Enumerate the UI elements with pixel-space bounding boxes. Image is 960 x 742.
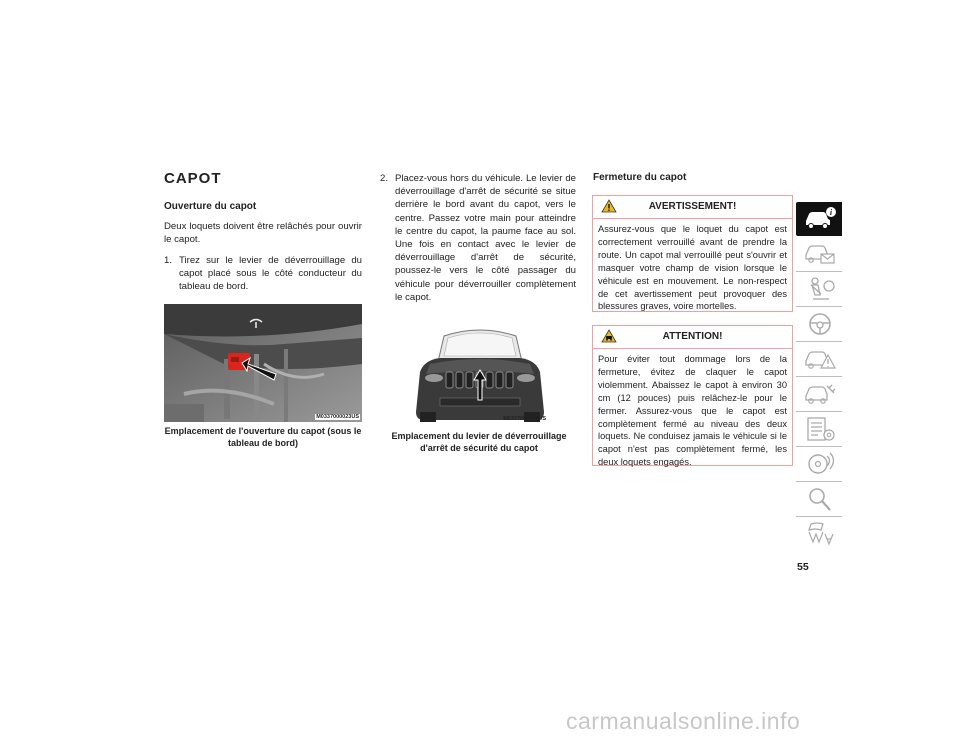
step-1-number: 1. — [164, 255, 173, 266]
car-front-photo — [410, 312, 550, 426]
tab-car-warning[interactable] — [796, 342, 842, 377]
car-message-icon — [803, 240, 837, 268]
figure1-caption: Emplacement de l'ouverture du capot (sous le tableau de bord) — [164, 426, 362, 448]
section-title: CAPOT — [164, 170, 222, 187]
hood-release-image — [164, 304, 362, 422]
step-1-text: Tirez sur le levier de déverrouillage du capot placé sous le côté conducteur du tableau de bord. — [179, 255, 362, 293]
tab-car-service[interactable] — [796, 377, 842, 412]
opening-heading: Ouverture du capot — [164, 201, 257, 212]
step-2 — [380, 172, 576, 304]
tab-index-search[interactable] — [796, 482, 842, 517]
car-front-image — [410, 312, 550, 426]
specifications-icon — [803, 415, 837, 443]
watermark-text: carmanualsonline.info — [566, 708, 801, 734]
car-warning-icon — [803, 345, 837, 373]
figure2-code: M0337000024US — [503, 416, 546, 422]
figure2-caption: Emplacement du levier de déverrouillage d'arrêt de sécurité du capot — [391, 431, 567, 453]
warning-header — [593, 196, 792, 219]
car-service-icon — [803, 380, 837, 408]
hood-release-photo — [164, 304, 362, 422]
steering-wheel-icon — [803, 310, 837, 338]
figure1-code: M0337000023US — [316, 414, 359, 420]
caution-text: Pour éviter tout dommage lors de la fermeture, évitez de claquer le capot violemment. Abaissez le capot à environ 30 cm (12 pouces) puis relâchez-le pour le fermer. Assurez-vous que le capot est complètement fermé au niveau des deux loquets. Ne conduisez jamais le véhicule si le capot n'est pas complètement fermé, les deux loquets engagés. — [598, 354, 787, 468]
tab-specifications[interactable] — [796, 412, 842, 447]
opening-intro: Deux loquets doivent être relâchés pour ouvrir le capot. — [164, 221, 362, 246]
seatbelt-airbag-icon — [803, 275, 837, 303]
caution-title: ATTENTION! — [662, 331, 723, 342]
tab-steering-wheel[interactable] — [796, 307, 842, 342]
warning-text: Assurez-vous que le loquet du capot est correctement verrouillé avant de prendre la route. Un capot mal verrouillé peut s'ouvrir et masquer votre champ de vision lorsque le véhicule est en mouvement. Le non-respect de cet avertissement peut provoquer des blessures graves, voire mortelles. — [598, 224, 787, 312]
step-2-number: 2. — [380, 173, 389, 184]
step-1 — [164, 254, 362, 294]
tab-language[interactable] — [796, 517, 842, 551]
tab-multimedia[interactable] — [796, 447, 842, 482]
caution-box — [592, 325, 793, 466]
tab-seatbelt-airbag[interactable] — [796, 272, 842, 307]
svg-text:i: i — [829, 208, 833, 217]
caution-header — [593, 326, 792, 349]
index-search-icon — [803, 485, 837, 513]
car-info-icon — [803, 205, 837, 231]
tab-car-message[interactable] — [796, 237, 842, 272]
multimedia-icon — [803, 450, 837, 478]
page-number: 55 — [797, 561, 809, 573]
language-icon — [803, 520, 837, 548]
warning-box — [592, 195, 793, 312]
warning-title: AVERTISSEMENT! — [648, 201, 737, 212]
closing-heading: Fermeture du capot — [593, 172, 687, 183]
tab-car-info[interactable] — [796, 202, 842, 236]
step-2-text: Placez-vous hors du véhicule. Le levier de déverrouillage d'arrêt de sécurité se situe derrière le bord avant du capot, vers le centre. Passez votre main pour atteindre le centre du capot, la paume face au sol. Une fois en contact avec le levier de déverrouillage d'arrêt de sécurité, poussez-le vers le côté passager du véhicule pour déverrouiller complètement le capot. — [395, 173, 576, 303]
